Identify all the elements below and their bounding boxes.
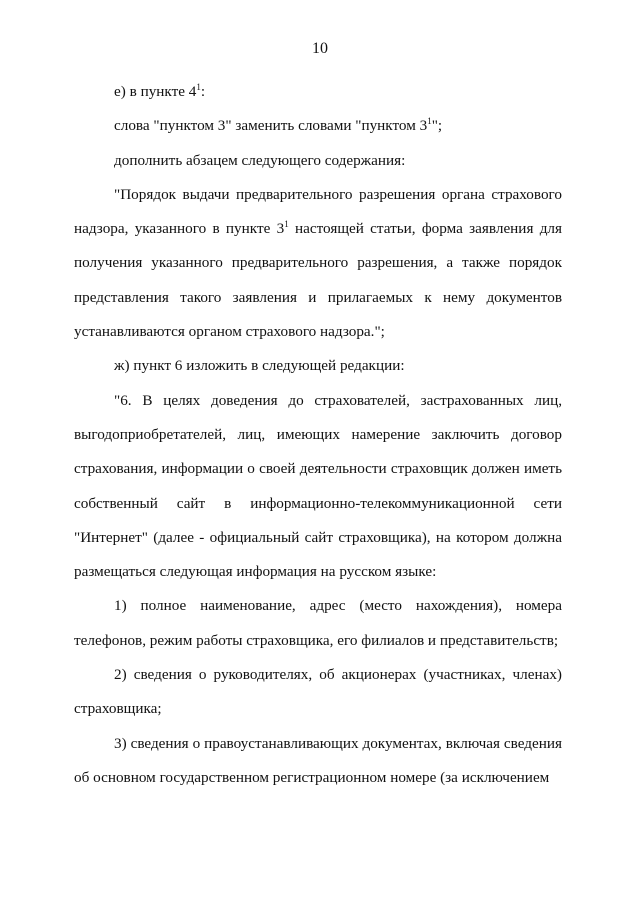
paragraph-text: "Порядок выдачи предварительного разрешения органа страхового надзора, указанного в пункте 3 (74, 185, 562, 238)
paragraph-text: "; (431, 117, 443, 135)
superscript: 1 (427, 116, 432, 127)
paragraph-list-2: 2) сведения о руководителях, об акционерах (участниках, членах) страховщика; (74, 666, 562, 718)
page-number: 10 (312, 40, 328, 57)
paragraph-list-3: 3) сведения о правоустанавливающих документах, включая сведения об основном государственном регистрационном номере (за исключением (74, 734, 562, 786)
paragraph-quoted-order (74, 178, 562, 349)
paragraph-text: : (200, 83, 206, 100)
paragraph-text: е) в пункте 4 (114, 83, 197, 100)
paragraph-list-1: 1) полное наименование, адрес (место нахождения), номера телефонов, режим работы страховщика, его филиалов и представительств; (74, 597, 562, 649)
paragraph-item-e (74, 75, 562, 109)
paragraph-text: слова "пунктом 3" заменить словами "пунктом 3 (114, 117, 428, 135)
paragraph-add-clause: дополнить абзацем следующего содержания: (114, 151, 406, 169)
paragraph-point-6: "6. В целях доведения до страхователей, застрахованных лиц, выгодоприобретателей, лиц, имеющих намерение заключить договор страхования, информации о своей деятельности страховщик должен иметь собственный сайт в информационно-телекоммуникационной сети "Интернет" (далее - официальный сайт страховщика), на котором должна размещаться следующая информация на русском языке: (74, 391, 562, 581)
superscript: 1 (196, 82, 201, 92)
paragraph-text: настоящей статьи, форма заявления для получения указанного предварительного разрешения, а также порядок представления такого заявления и прилагаемых к нему документов устанавливаются органом страхового надзора."; (74, 220, 562, 341)
paragraph-item-zh: ж) пункт 6 изложить в следующей редакции: (114, 357, 405, 375)
superscript: 1 (284, 219, 289, 230)
paragraph-replace-words (74, 109, 562, 143)
document-body (74, 75, 562, 795)
